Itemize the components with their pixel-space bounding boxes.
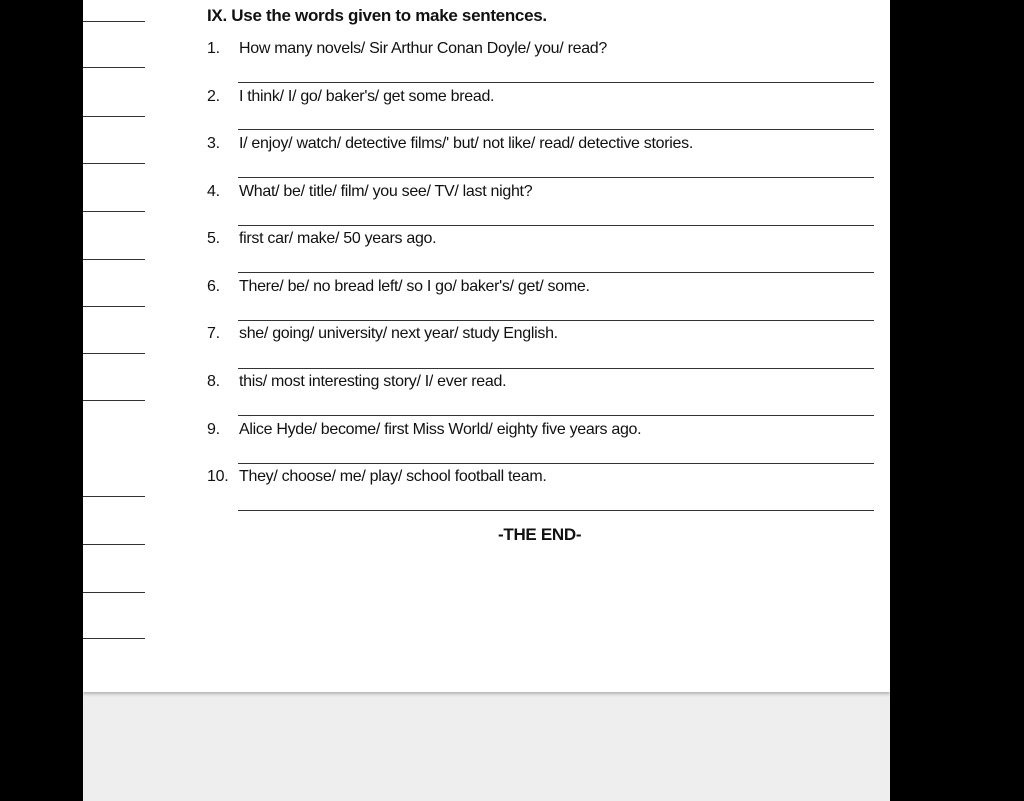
question-item bbox=[207, 40, 607, 58]
question-number: 10. bbox=[207, 468, 229, 485]
answer-line bbox=[238, 225, 874, 226]
margin-line bbox=[83, 259, 145, 260]
document-page bbox=[83, 0, 890, 692]
question-text: Alice Hyde/ become/ first Miss World/ eighty five years ago. bbox=[239, 421, 642, 438]
question-item bbox=[207, 88, 494, 106]
question-item bbox=[207, 325, 558, 343]
the-end-label: -THE END- bbox=[498, 525, 582, 544]
question-text: There/ be/ no bread left/ so I go/ baker's/ get/ some. bbox=[239, 278, 590, 295]
question-text: I think/ I/ go/ baker's/ get some bread. bbox=[239, 88, 495, 105]
margin-line bbox=[83, 116, 145, 117]
question-number: 8. bbox=[207, 373, 220, 390]
margin-line bbox=[83, 21, 145, 22]
question-text: first car/ make/ 50 years ago. bbox=[239, 230, 437, 247]
answer-line bbox=[238, 177, 874, 178]
question-text: this/ most interesting story/ I/ ever read. bbox=[239, 373, 507, 390]
question-text: she/ going/ university/ next year/ study English. bbox=[239, 325, 558, 342]
section-title: IX. Use the words given to make sentences. bbox=[207, 6, 547, 25]
margin-line bbox=[83, 211, 145, 212]
question-item bbox=[207, 421, 641, 439]
document-viewer[interactable] bbox=[83, 0, 890, 801]
question-item bbox=[207, 183, 532, 201]
question-number: 3. bbox=[207, 135, 220, 152]
question-number: 5. bbox=[207, 230, 220, 247]
answer-line bbox=[238, 368, 874, 369]
margin-line bbox=[83, 638, 145, 639]
margin-line bbox=[83, 163, 145, 164]
question-item bbox=[207, 230, 436, 248]
margin-line bbox=[83, 496, 145, 497]
question-text: What/ be/ title/ film/ you see/ TV/ last night? bbox=[239, 183, 533, 200]
question-number: 9. bbox=[207, 421, 220, 438]
question-text: How many novels/ Sir Arthur Conan Doyle/ you/ read? bbox=[239, 40, 607, 57]
question-item bbox=[207, 468, 547, 486]
margin-line bbox=[83, 544, 145, 545]
answer-line bbox=[238, 82, 874, 83]
question-number: 7. bbox=[207, 325, 220, 342]
question-text: I/ enjoy/ watch/ detective films/' but/ not like/ read/ detective stories. bbox=[239, 135, 693, 152]
answer-line bbox=[238, 415, 874, 416]
question-text: They/ choose/ me/ play/ school football team. bbox=[239, 468, 547, 485]
question-item bbox=[207, 373, 506, 391]
margin-line bbox=[83, 592, 145, 593]
question-number: 2. bbox=[207, 88, 220, 105]
margin-line bbox=[83, 400, 145, 401]
question-item bbox=[207, 135, 693, 153]
margin-line bbox=[83, 353, 145, 354]
question-number: 1. bbox=[207, 40, 220, 57]
answer-line bbox=[238, 272, 874, 273]
answer-line bbox=[238, 463, 874, 464]
question-number: 6. bbox=[207, 278, 220, 295]
answer-line bbox=[238, 510, 874, 511]
margin-line bbox=[83, 306, 145, 307]
question-number: 4. bbox=[207, 183, 220, 200]
answer-line bbox=[238, 129, 874, 130]
margin-line bbox=[83, 67, 145, 68]
question-item bbox=[207, 278, 590, 296]
answer-line bbox=[238, 320, 874, 321]
